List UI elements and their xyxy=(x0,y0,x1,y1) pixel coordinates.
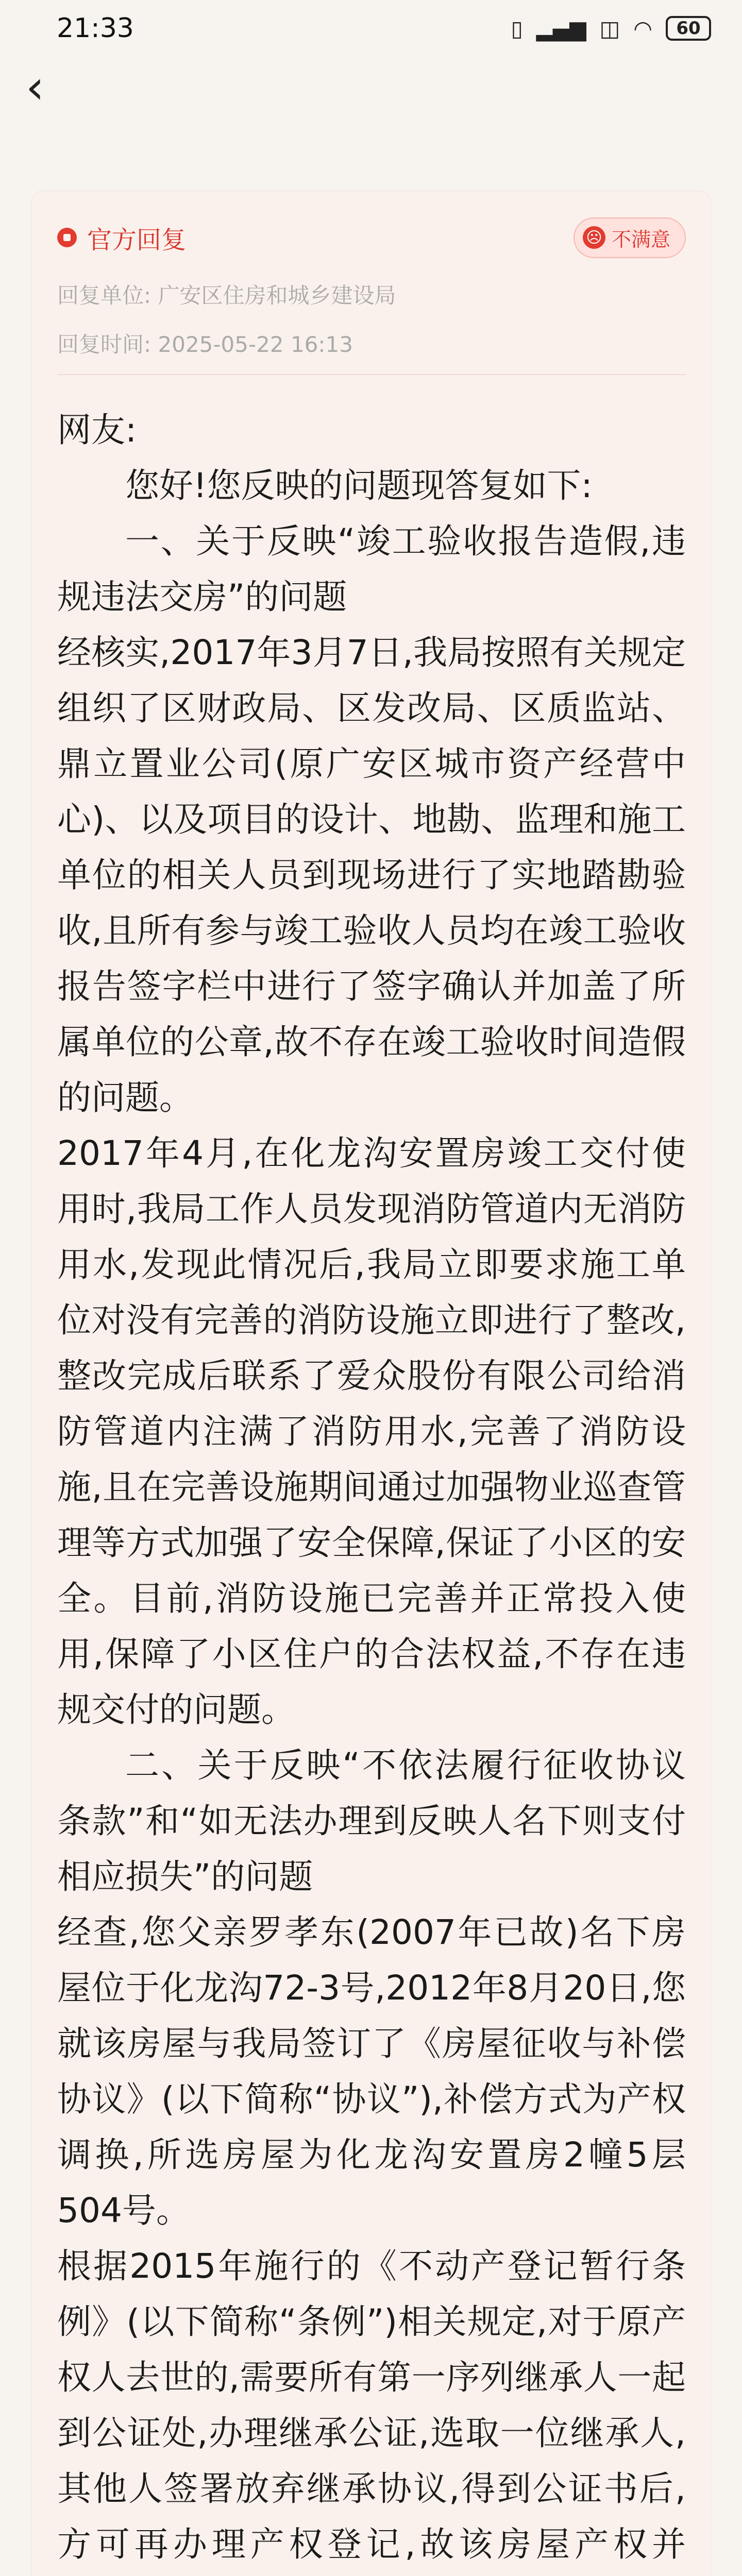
reply-intro: 您好!您反映的问题现答复如下: xyxy=(125,466,593,505)
official-tag xyxy=(57,220,186,256)
official-reply-card xyxy=(31,191,711,2576)
reply-time-label: 回复时间: xyxy=(57,332,151,357)
unsatisfied-face-icon: ☹ xyxy=(583,226,605,249)
signal-icon: ▂▄▆ xyxy=(536,15,586,41)
hd-icon: ◫ xyxy=(599,15,620,41)
official-reply-icon xyxy=(57,228,77,247)
official-reply-label: 官方回复 xyxy=(87,225,187,255)
reply-paragraph: 经查,您父亲罗孝东(2007年已故)名下房屋位于化龙沟72-3号,2012年8月20日,您就该房屋与我局签订了《房屋征收与补偿协议》(以下简称“协议”),补偿方式为产权调换,所选房屋为化龙沟安置房2幢5层504号。 xyxy=(57,1912,686,2230)
reply-unit-label: 回复单位: xyxy=(57,283,151,308)
nav-bar xyxy=(0,57,742,118)
wifi-icon: ◠ xyxy=(633,15,652,41)
battery-level: 60 xyxy=(676,18,701,39)
battery-icon xyxy=(666,16,711,41)
reply-paragraph: 经核实,2017年3月7日,我局按照有关规定组织了区财政局、区发改局、区质监站、鼎立置业公司(原广安区城市资产经营中心)、以及项目的设计、地勘、监理和施工单位的相关人员到现场进行了实地踏勘验收,且所有参与竣工验收人员均在竣工验收报告签字栏中进行了签字确认并加盖了所属单位的公章,故不存在竣工验收时间造假的问题。 xyxy=(57,633,686,1117)
divider xyxy=(57,374,686,375)
status-bar xyxy=(0,0,742,57)
reply-greeting: 网友: xyxy=(57,410,137,450)
rating-label: 不满意 xyxy=(611,228,670,251)
status-icons xyxy=(511,16,711,41)
chevron-left-icon[interactable]: ‹ xyxy=(26,60,44,114)
reply-time xyxy=(57,328,686,359)
reply-paragraph: 2017年4月,在化龙沟安置房竣工交付使用时,我局工作人员发现消防管道内无消防用水,发现此情况后,我局立即要求施工单位对没有完善的消防设施立即进行了整改,整改完成后联系了爱众股份有限公司给消防管道内注满了消防用水,完善了消防设施,且在完善设施期间通过加强物业巡查管理等方式加强了安全保障,保证了小区的安全。目前,消防设施已完善并正常投入使用,保障了小区住户的合法权益,不存在违规交付的问题。 xyxy=(57,1133,686,1730)
status-time: 21:33 xyxy=(57,13,134,44)
rating-badge xyxy=(574,217,686,258)
reply-header xyxy=(57,217,686,258)
reply-section-heading-2: 二、关于反映“不依法履行征收协议条款”和“如无法办理到反映人名下则支付相应损失”的问题 xyxy=(57,1745,686,1896)
reply-unit-value: 广安区住房和城乡建设局 xyxy=(158,283,396,308)
reply-unit xyxy=(57,279,686,310)
reply-time-value: 2025-05-22 16:13 xyxy=(158,332,353,357)
reply-body xyxy=(57,402,686,2576)
sim-icon: ▯ xyxy=(511,15,523,41)
reply-paragraph: 根据2015年施行的《不动产登记暂行条例》(以下简称“条例”)相关规定,对于原产权人去世的,需要所有第一序列继承人一起到公证处,办理继承公证,选取一位继承人,其他人签署放弃继承协议,得到公证书后,方可再办理产权登记,故该房屋产权并 xyxy=(57,2246,686,2564)
reply-section-heading-1: 一、关于反映“竣工验收报告造假,违规违法交房”的问题 xyxy=(57,521,686,617)
